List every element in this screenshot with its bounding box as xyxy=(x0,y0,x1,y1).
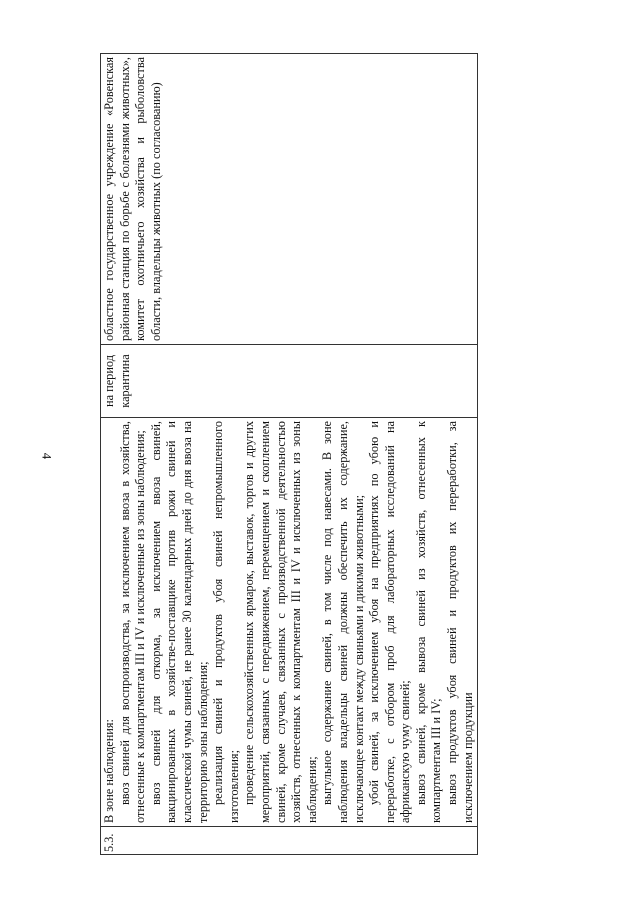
table-row xyxy=(101,54,478,855)
page-number: 4 xyxy=(39,452,55,460)
zone-heading: В зоне наблюдения: xyxy=(102,719,116,823)
row-number: 5.3. xyxy=(101,827,478,855)
measures-cell xyxy=(101,418,478,827)
measure-item: выгульное содержание свиней, в том числе под навесами. В зоне наблюдения владельцы свиней должны обеспечить их содержание, исключающее контакт между свиньями и дикими животными; xyxy=(320,421,366,823)
measure-item: ввоз свиней для воспроизводства, за исключением ввоза в хозяйства, отнесенные к компартментам III и IV и исключенные из зоны наблюдения; xyxy=(117,421,148,823)
measure-item: проведение сельскохозяйственных ярмарок, выставок, торгов и других мероприятий, связанных с передвижением, перемещением и скоплением свиней, кроме случаев, связанных с производственной деятельностью хозяйств, отнесенных к компартментам III и IV и исключенных из зоны наблюдения; xyxy=(242,421,319,823)
measure-item: ввоз свиней для откорма, за исключением ввоза свиней, вакцинированных в хозяйстве-поставщике против рожи свиней и классической чумы свиней, не ранее 30 календарных дней до дня ввоза на территорию зоны наблюдения; xyxy=(148,421,210,823)
measure-item: вывоз продуктов убоя свиней и продуктов их переработки, за исключением продукции xyxy=(445,421,475,823)
measure-item: убой свиней, за исключением убоя на предприятиях по убою и переработке, с отбором проб для лабораторных исследований на африканскую чуму свиней; xyxy=(367,421,413,823)
measure-item: реализация свиней и продуктов убоя свиней непромышленного изготовления; xyxy=(211,421,241,823)
responsible-cell: областное государственное учреждение «Ровенская районная станция по борьбе с болезнями животных», комитет охотничьего хозяйства и рыболовства области, владельцы животных (по согласованию) xyxy=(101,54,478,345)
rotated-table-container xyxy=(100,53,600,855)
measure-item: вывоз свиней, кроме вывоза свиней из хозяйств, отнесенных к компартментам III и IV; xyxy=(413,421,444,823)
measures-table xyxy=(100,53,478,855)
period-cell: на период карантина xyxy=(101,345,478,418)
